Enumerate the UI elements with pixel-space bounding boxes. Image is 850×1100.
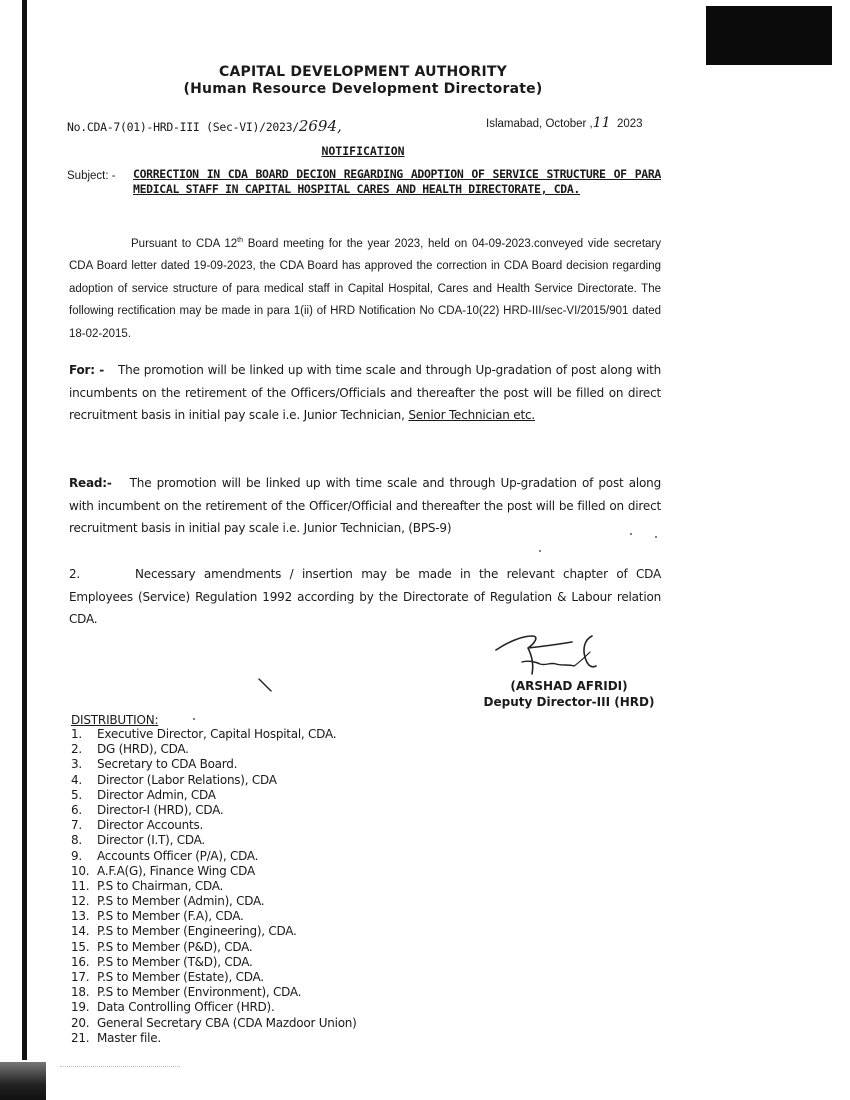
distribution-item-text: P.S to Member (Admin), CDA. <box>97 894 265 909</box>
paragraph-read <box>69 472 661 540</box>
paragraph-2 <box>69 563 661 631</box>
distribution-item <box>71 742 357 757</box>
distribution-item <box>71 940 357 955</box>
distribution-item <box>71 864 357 879</box>
distribution-item <box>71 985 357 1000</box>
date-day-handwritten: 11 <box>592 115 611 131</box>
distribution-item-text: Director Accounts. <box>97 818 204 833</box>
distribution-item-number: 12. <box>71 894 90 909</box>
signatory-title: Deputy Director-III (HRD) <box>483 695 655 709</box>
distribution-item-number: 18. <box>71 985 90 1000</box>
para2-number: 2. <box>69 567 81 581</box>
pen-mark <box>258 678 274 694</box>
distribution-item <box>71 833 357 848</box>
distribution-item-number: 1. <box>71 727 82 741</box>
distribution-item-text: Director Admin, CDA <box>97 787 216 802</box>
read-text: The promotion will be linked up with time scale and through Up-gradation of post along with incumbent on the retirement of the Officer/Official and thereafter the post will be filled on direct recruitment basis in initial pay scale i.e. Junior Technician, (BPS-9) <box>69 476 661 535</box>
distribution-item <box>71 924 357 939</box>
distribution-item-number: 20. <box>71 1015 90 1030</box>
distribution-item <box>71 1016 357 1031</box>
distribution-item-text: DG (HRD), CDA. <box>97 742 189 757</box>
distribution-title: DISTRIBUTION: <box>71 713 159 727</box>
distribution-item <box>71 879 357 894</box>
para1-text-rest: Board meeting for the year 2023, held on 04-09-2023.conveyed vide secretary CDA Board letter dated 19-09-2023, the CDA Board has approved the correction in CDA Board decision regarding adoption of service structure of para medical staff in Capital Hospital, Cares and Health Service Directorate. The following rectification may be made in para 1(ii) of HRD Notification No CDA-10(22) HRD-III/sec-VI/2015/901 dated 18-02-2015. <box>69 237 661 340</box>
scan-edge-bar <box>22 0 27 1060</box>
reference-number-printed: No.CDA-7(01)-HRD-III (Sec-VI)/2023/ <box>67 120 299 134</box>
distribution-item-text: Director-I (HRD), CDA. <box>97 802 224 817</box>
distribution-item-text: P.S to Member (T&D), CDA. <box>97 954 253 969</box>
handwritten-signature <box>488 622 608 682</box>
distribution-item-text: P.S to Member (Engineering), CDA. <box>97 924 297 939</box>
distribution-item-text: Master file. <box>97 1030 161 1045</box>
distribution-item <box>71 773 357 788</box>
distribution-item <box>71 803 357 818</box>
distribution-item-number: 16. <box>71 954 90 969</box>
distribution-item-text: Executive Director, Capital Hospital, CDA. <box>97 727 337 741</box>
distribution-item <box>71 757 357 772</box>
paragraph-pursuant <box>69 230 661 345</box>
distribution-item-text: P.S to Member (P&D), CDA. <box>97 939 253 954</box>
distribution-item-text: A.F.A(G), Finance Wing CDA <box>97 863 255 878</box>
distribution-item-number: 5. <box>71 787 82 802</box>
for-text: The promotion will be linked up with time scale and through Up-gradation of post along with incumbents on the retirement of the Officers/Officials and thereafter the post will be filled on direct recruitment basis in initial pay scale i.e. Junior Technician, <box>69 363 661 422</box>
distribution-item-number: 2. <box>71 742 82 757</box>
scan-speck <box>193 718 195 720</box>
organization-heading: CAPITAL DEVELOPMENT AUTHORITY <box>219 64 507 80</box>
notification-title: NOTIFICATION <box>321 144 405 158</box>
distribution-item-number: 14. <box>71 924 90 939</box>
for-underlined-text: Senior Technician etc. <box>408 408 535 422</box>
distribution-item <box>71 955 357 970</box>
scan-speck <box>655 536 657 538</box>
distribution-item-number: 3. <box>71 757 82 772</box>
distribution-item-number: 9. <box>71 848 82 863</box>
distribution-item-number: 17. <box>71 970 90 984</box>
distribution-item-number: 6. <box>71 802 82 817</box>
reference-number <box>67 117 342 135</box>
distribution-item-text: Data Controlling Officer (HRD). <box>97 1000 275 1015</box>
scan-edge-blot <box>0 1062 46 1100</box>
distribution-item <box>71 970 357 985</box>
distribution-item-number: 21. <box>71 1030 90 1045</box>
distribution-item <box>71 727 357 742</box>
distribution-item <box>71 788 357 803</box>
distribution-item-number: 4. <box>71 772 82 787</box>
para1-text-start: Pursuant to CDA 12 <box>131 237 238 250</box>
signatory-block <box>476 678 662 710</box>
scan-speck <box>630 533 632 535</box>
date-year: 2023 <box>616 118 643 130</box>
distribution-item-text: Director (I.T), CDA. <box>97 833 205 848</box>
distribution-item-text: Secretary to CDA Board. <box>97 757 238 772</box>
redaction-block <box>706 6 832 65</box>
distribution-item-text: Accounts Officer (P/A), CDA. <box>97 848 259 863</box>
distribution-item-text: P.S to Chairman, CDA. <box>97 878 224 893</box>
distribution-item <box>71 849 357 864</box>
signatory-name: (ARSHAD AFRIDI) <box>510 679 628 693</box>
distribution-item-number: 13. <box>71 909 90 924</box>
read-label: Read:- <box>69 476 112 490</box>
distribution-list <box>71 727 357 1046</box>
distribution-item <box>71 1000 357 1015</box>
scan-speck <box>539 550 541 552</box>
distribution-item-number: 11. <box>71 878 90 893</box>
distribution-item-text: General Secretary CBA (CDA Mazdoor Union) <box>97 1015 357 1030</box>
distribution-item-text: Director (Labor Relations), CDA <box>97 772 277 787</box>
distribution-item <box>71 1031 357 1046</box>
directorate-heading: (Human Resource Development Directorate) <box>183 81 543 97</box>
date-prefix: Islamabad, October , <box>486 118 593 130</box>
distribution-item-text: P.S to Member (F.A), CDA. <box>97 909 244 924</box>
distribution-item <box>71 894 357 909</box>
para1-superscript: th <box>237 237 243 244</box>
subject-text: CORRECTION IN CDA BOARD DECION REGARDING ADOPTION OF SERVICE STRUCTURE OF PARA MEDICAL STAFF IN CAPITAL HOSPITAL CARES AND HEALTH DIRECTORATE, CDA. <box>133 167 661 196</box>
para2-text: Necessary amendments / insertion may be made in the relevant chapter of CDA Employees (Service) Regulation 1992 according by the Directorate of Regulation & Labour relation CDA. <box>69 567 661 626</box>
distribution-item-number: 15. <box>71 939 90 954</box>
distribution-item-number: 10. <box>71 863 90 878</box>
reference-number-handwritten: 2694, <box>298 117 342 135</box>
distribution-item-text: P.S to Member (Estate), CDA. <box>97 970 264 984</box>
distribution-item-number: 8. <box>71 833 82 848</box>
subject-label: Subject: - <box>67 170 116 182</box>
paragraph-for <box>69 359 661 427</box>
scan-artifact-line <box>60 1066 180 1068</box>
distribution-item-text: P.S to Member (Environment), CDA. <box>97 985 302 1000</box>
distribution-item <box>71 818 357 833</box>
issue-date <box>486 115 643 131</box>
distribution-item <box>71 909 357 924</box>
distribution-item-number: 7. <box>71 818 82 833</box>
distribution-item-number: 19. <box>71 1000 90 1015</box>
for-label: For: - <box>69 363 105 377</box>
